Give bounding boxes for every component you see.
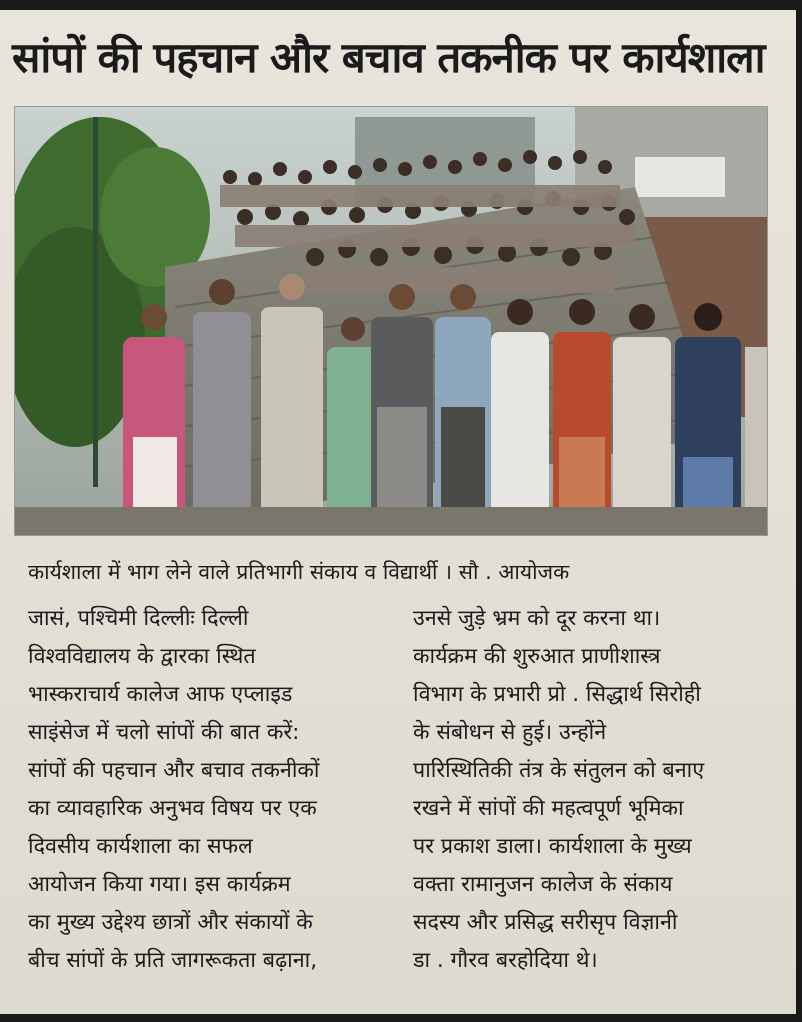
body-line: वक्ता रामानुजन कालेज के संकाय: [413, 872, 673, 897]
body-line: विभाग के प्रभारी प्रो . सिद्धार्थ सिरोही: [413, 682, 701, 707]
group-photo-illustration: [15, 107, 767, 535]
body-column-right: [413, 600, 778, 980]
body-line: उनसे जुड़े भ्रम को दूर करना था।: [413, 606, 661, 631]
body-line: के संबोधन से हुई। उन्होंने: [413, 720, 607, 745]
body-line: का मुख्य उद्देश्य छात्रों और संकायों के: [28, 910, 313, 935]
body-line: का व्यावहारिक अनुभव विषय पर एक: [28, 796, 317, 821]
body-line: सांपों की पहचान और बचाव तकनीकों: [28, 758, 320, 783]
body-line: साइंसेज में चलो सांपों की बात करें:: [28, 720, 300, 745]
body-line: डा . गौरव बरहोदिया थे।: [413, 948, 598, 973]
group-photo: [14, 106, 768, 536]
body-line: बीच सांपों के प्रति जागरूकता बढ़ाना,: [28, 948, 318, 973]
body-line: जासं, पश्चिमी दिल्लीः दिल्ली: [28, 606, 249, 631]
body-line: पर प्रकाश डाला। कार्यशाला के मुख्य: [413, 834, 692, 859]
body-line: आयोजन किया गया। इस कार्यक्रम: [28, 872, 291, 897]
body-line: रखने में सांपों की महत्वपूर्ण भूमिका: [413, 796, 684, 821]
body-line: पारिस्थितिकी तंत्र के संतुलन को बनाए: [413, 758, 705, 783]
body-line: सदस्य और प्रसिद्ध सरीसृप विज्ञानी: [413, 910, 678, 935]
body-line: विश्वविद्यालय के द्वारका स्थित: [28, 644, 256, 669]
body-line: कार्यक्रम की शुरुआत प्राणीशास्त्र: [413, 644, 661, 669]
body-line: भास्कराचार्य कालेज आफ एप्लाइड: [28, 682, 293, 707]
body-column-left: [28, 600, 398, 980]
headline: सांपों की पहचान और बचाव तकनीक पर कार्यशाला: [12, 33, 765, 82]
photo-caption: कार्यशाला में भाग लेने वाले प्रतिभागी संकाय व विद्यार्थी । सौ . आयोजक: [28, 560, 570, 584]
body-line: दिवसीय कार्यशाला का सफल: [28, 834, 253, 859]
newspaper-clipping: [0, 10, 796, 1014]
